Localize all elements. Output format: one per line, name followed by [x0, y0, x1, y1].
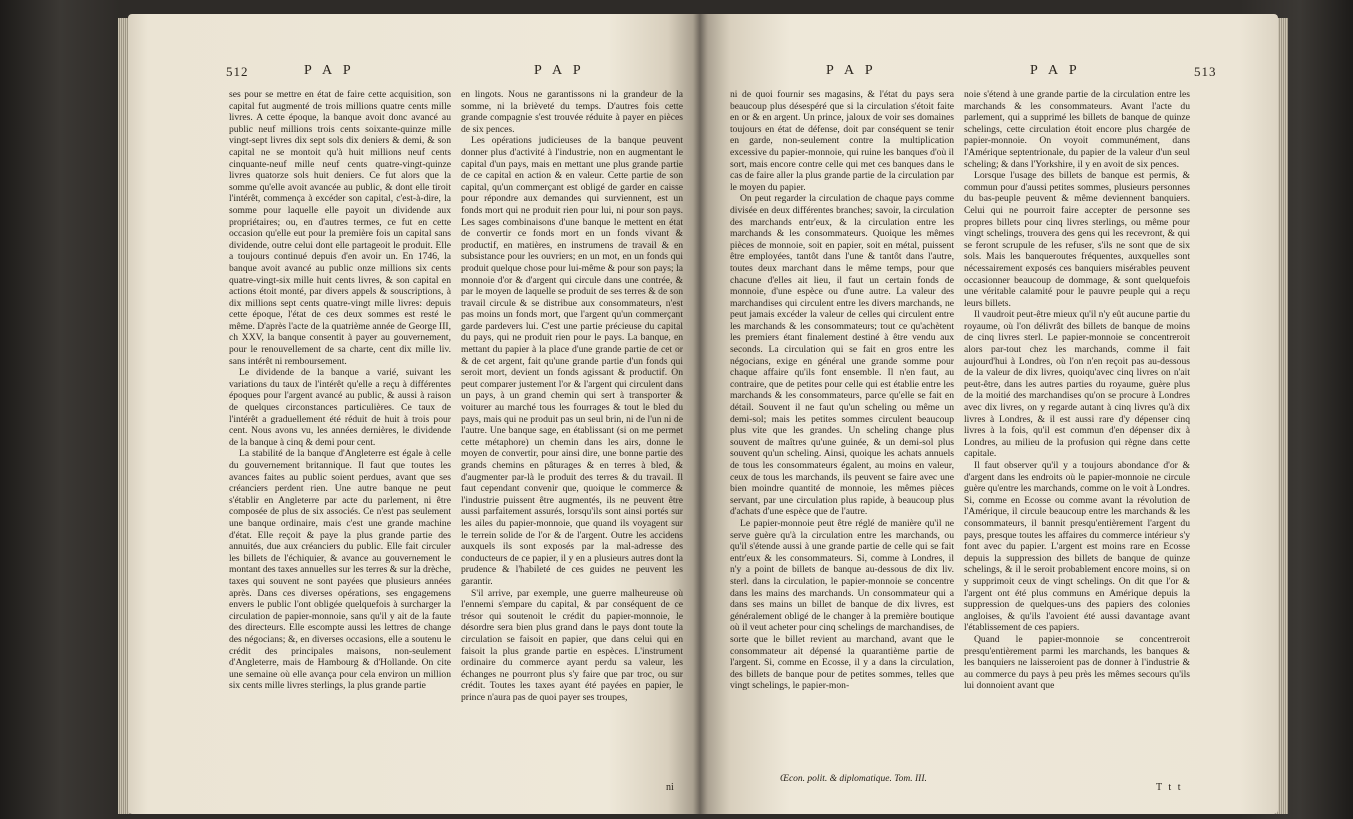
- right-page-column-1: [730, 89, 954, 769]
- paragraph: Il faut observer qu'il y a toujours abondance d'or & d'argent dans les endroits où le papier-monnoie ne circule guère qu'entre les marchands, comme on le voit à Londres. Si, comme en Ecosse ou comme avant la révolution de l'Amérique, il circule beaucoup entre les marchands & les consommateurs, il bannit presqu'entièrement l'argent du pays, presque toutes les affaires du commerce intérieur s'y font avec du papier. L'argent est moins rare en Ecosse depuis la suppression des billets de banque de quinze schelings, & il le seroit probablement encore moins, si on y supprimoit ceux de vingt schelings. On dit que l'or & l'argent ont été plus communs en Amérique depuis la suppression de quelques-uns des papiers des colonies angloises, & qu'ils l'avoient été aussi davantage avant l'établissement de ces papiers.: [964, 460, 1190, 634]
- paragraph: Le papier-monnoie peut être réglé de manière qu'il ne serve guère qu'à la circulation entre les marchands, ou qu'il s'étende aussi à une grande partie de celle qui se fait entr'eux & les consommateurs. Si, comme à Londres, il n'y a point de billets de banque au-dessous de dix liv. sterl. dans la circulation, le papier-monnoie se concentre dans les mains des marchands. Un consommateur qui a dans ses mains un billet de banque de dix livres, est généralement obligé de le changer à la première boutique où il veut acheter pour cinq schelings de marchandises, de sorte que le billet revient au marchand, avant que le consommateur ait dépensé la quarantième partie de l'argent. Si, comme en Ecosse, il y a dans la circulation, des billets de banque pour de petites sommes, telles que vingt schelings, le papier-mon-: [730, 517, 954, 692]
- paragraph: ses pour se mettre en état de faire cette acquisition, son capital fut augmenté de trois millions quatre cents mille livres. A cette époque, la banque avoit donc avancé au public neuf millions trois cents soixante-quinze mille vingt-sept livres dix sept sols dix deniers & demi, & son capital ne se montoit qu'à huit millions neuf cents cinquante-neuf mille neuf cents quatre-vingt-quinze livres quatorze sols huit deniers. Ce fut alors que la somme qu'elle avoit avancée au public, & dont elle tiroit l'intérêt, commença à excéder son capital, c'est-à-dire, la somme pour laquelle elle payoit un dividende aux propriétaires; ou, en d'autres termes, ce fut en cette occasion qu'elle eut pour la première fois un capital sans dividende, outre celui dont elle partageoit le produit. Elle a toujours continué depuis d'en avoir un. En 1746, la banque avoit avancé au public onze millions six cents quatre-vingt-six mille huit cents livres, & son capital en actions étoit monté, par divers appels & souscriptions, à dix millions sept cents quatre-vingt mille livres: depuis cette époque, l'état de ces deux sommes est resté le même. D'après l'acte de la quatrième année de George III, ch XXV, la banque consentit à payer au gouvernement, pour le renouvellement de sa charte, cent dix mille liv. sans intérêt ni remboursement.: [229, 89, 451, 367]
- paragraph: Quand le papier-monnoie se concentreroit presqu'entièrement parmi les marchands, les banques & les banquiers ne laisseroient pas de donner à l'industrie & au commerce du pays à peu près les mêmes secours qu'ils lui donnoient avant que: [964, 633, 1190, 692]
- right-page-column-2: [964, 89, 1190, 779]
- paragraph: On peut regarder la circulation de chaque pays comme divisée en deux différentes branches; savoir, la circulation des marchands entr'eux, & la circulation entre les marchands & les consommateurs. Quoique les mêmes pièces de monnoie, soit en papier, soit en métal, puissent être employées, tantôt dans l'une & tantôt dans l'autre, toutes deux marchant dans le même temps, pour que chacune d'elles ait lieu, il faut un certain fonds de monnoie, d'une espèce ou d'une autre. La valeur des marchandises qui circulent entre les divers marchands, ne peut jamais excéder la valeur de celles qui circulent entre les marchands & les consommateurs; tout ce qu'achètent les premiers étant finalement destiné à être vendu aux seconds. La circulation qui se fait en gros entre les négocians, exige en général une grande somme pour chaque affaire qu'ils font ensemble. Il n'en faut, au contraire, que de petites pour celle qui est établie entre les marchands & les consommateurs, parce qu'elle se fait en détail. Souvent il ne faut qu'un scheling ou même un demi-sol; mais les petites sommes circulent beaucoup plus vite que les grandes. Un scheling change plus souvent de maîtres qu'une guinée, & un demi-sol plus souvent qu'un scheling. Ainsi, quoique les achats annuels de tous les consommateurs égalent, au moins en valeur, ceux de tous les marchands, ils peuvent se faire avec une bien moindre quantité de monnoie, les mêmes pièces servant, par une circulation plus rapide, à beaucoup plus d'achats d'une espèce que de l'autre.: [730, 193, 954, 518]
- running-head-right-b: P A P: [1030, 63, 1081, 78]
- page-number-left: 512: [226, 64, 249, 79]
- footnote: Œcon. polit. & diplomatique. Tom. III.: [780, 774, 927, 784]
- paragraph: Il vaudroit peut-être mieux qu'il n'y eût aucune partie du royaume, où l'on délivrât des billets de banque de moins de cinq livres sterl. Le papier-monnoie se concentreroit alors par-tout chez les marchands, comme il fait aujourd'hui à Londres, où l'on n'en reçoit pas au-dessous de la valeur de dix livres, quoiqu'avec cinq livres on n'ait peut-être, dans les autres parties du royaume, guère plus de la moitié des marchandises qu'on se procure à Londres avec dix livres, on y regarde autant à cinq livres qu'à dix livres à Londres, & il est aussi rare d'y dépenser cinq livres à la fois, qu'il est commun d'en dépenser dix à Londres, au milieu de la profusion qui règne dans cette capitale.: [964, 309, 1190, 460]
- paragraph: Lorsque l'usage des billets de banque est permis, & commun pour d'aussi petites sommes, plusieurs personnes du bas-peuple peuvent & même deviennent banquiers. Celui qui ne pourroit faire accepter de personne ses propres billets pour cinq livres sterlings, ou même pour vingt schelings, trouvera des gens qui les recevront, & qui se feront scrupule de les refuser, s'ils ne sont que de six sols. Mais les banqueroutes fréquentes, auxquelles sont nécessairement exposés ces banquiers misérables peuvent occasionner beaucoup de dommage, & sont quelquefois une véritable calamité pour le pauvre peuple qui a reçu leurs billets.: [964, 170, 1190, 309]
- left-page-column-1: [229, 89, 451, 779]
- left-page-column-2: [461, 89, 683, 779]
- left-page: [128, 14, 700, 814]
- signature-mark: T t t: [1156, 782, 1183, 793]
- right-page: [700, 14, 1278, 814]
- paragraph: La stabilité de la banque d'Angleterre est égale à celle du gouvernement britannique. Il faut que toutes les avances faites au public soient perdues, avant que ses créanciers perdent rien. Une autre banque ne peut s'établir en Angleterre par acte du parlement, ni être composée de plus de six associés. Ce n'est pas seulement une banque ordinaire, mais c'est une grande machine d'état. Elle reçoit & paye la plus grande partie des annuités, due aux créanciers du public. Elle fait circuler les billets de l'échiquier, & avance au gouvernement le montant des taxes annuelles sur les terres & sur la drèche, taxes qui souvent ne sont payées que plusieurs années après. Dans ces diverses opérations, ses engagemens envers le public l'ont obligée quelquefois à surcharger la circulation de papier-monnoie, sans qu'il y ait de la faute des directeurs. Elle escompte aussi les lettres de change des négocians; &, en diverses occasions, elle a soutenu le crédit des principales maisons, non-seulement d'Angleterre, mais de Hambourg & d'Hollande. On cite une semaine où elle avança pour cela environ un million six cents mille livres sterlings, la plus grande partie: [229, 448, 451, 692]
- running-head-right-a: P A P: [826, 63, 877, 78]
- paragraph: noie s'étend à une grande partie de la circulation entre les marchands & les consommateurs. Avant l'acte du parlement, qui a supprimé les billets de banque de quinze schelings, cette circulation étoit encore plus chargée de papier-monnoie. On voyoit communément, dans l'Amérique septentrionale, du papier de la valeur d'un seul scheling; & dans l'Yorkshire, il y en avoit de six pences.: [964, 89, 1190, 170]
- page-number-right: 513: [1194, 64, 1217, 79]
- right-page-header: [700, 64, 1278, 86]
- catchword: ni: [666, 782, 674, 793]
- paragraph: S'il arrive, par exemple, une guerre malheureuse où l'ennemi s'empare du capital, & par conséquent de ce trésor qui soutenoit le crédit du papier-monnoie, le désordre sera bien plus grand dans le pays dont toute la circulation se faisoit en papier, que dans celui qui en faisoit la plus grande partie en espèces. L'instrument ordinaire du commerce ayant perdu sa valeur, les échanges ne pourront plus s'y faire que par troc, ou sur crédit. Toutes les taxes ayant été payées en papier, le prince n'aura pas de quoi payer ses troupes,: [461, 587, 683, 703]
- paragraph: Le dividende de la banque a varié, suivant les variations du taux de l'intérêt qu'elle a reçu à différentes époques pour l'argent avancé au public, & aussi à raison de quelques circonstances particulières. Ce taux de l'intérêt a graduellement été réduit de huit à trois pour cent. Nous avons vu, les années dernières, le dividende de la banque à cinq & demi pour cent.: [229, 367, 451, 448]
- running-head-left-b: P A P: [534, 63, 585, 78]
- paragraph: en lingots. Nous ne garantissons ni la grandeur de la somme, ni la brièveté du temps. D'autres fois cette grande compagnie s'est trouvée réduite à payer en pièces de six pences.: [461, 89, 683, 135]
- left-page-header: [128, 64, 700, 86]
- paragraph: Les opérations judicieuses de la banque peuvent donner plus d'activité à l'industrie, non en augmentant le capital d'un pays, mais en mettant une plus grande partie de ce capital en action & en valeur. Cette partie de son capital, qu'un commerçant est obligé de garder en caisse pour répondre aux demandes qui surviennent, est un fonds mort qui ne produit rien pour lui, ni pour son pays. Les sages combinaisons d'une banque le mettent en état de convertir ce fonds mort en un fonds vivant & productif, en matières, en instrumens de travail & en subsistance pour les ouvriers; en un mot, en un fonds qui produit quelque chose pour lui-même & pour son pays; la monnoie d'or & d'argent qui circule dans une contrée, & par le moyen de laquelle se produit de ses terres & de son travail circule & se distribue aux consommateurs, n'est pas moins un fonds mort, que l'argent qu'un commerçant garde pardevers lui. C'est une partie précieuse du capital du pays, qui ne produit rien pour le pays. La banque, en mettant du papier à la place d'une grande partie de cet or & de cet argent, fait qu'une grande partie d'un fonds qui seroit mort, devient un fonds agissant & productif. On peut comparer justement l'or & l'argent qui circulent dans un pays, à un grand chemin qui sert à transporter & voiturer au marché tous les fourrages & tout le bled du pays, mais qui ne produit pas un seul brin, ni de l'un ni de l'autre. Une banque sage, en établissant (si on me permet cette métaphore) un chemin dans les airs, donne le moyen de convertir, pour ainsi dire, une bonne partie des grands chemins en pâturages & en terres à bled, & d'augmenter par-là le produit des terres & du travail. Il faut cependant convenir que, quoique le commerce & l'industrie puissent être augmentés, ils ne peuvent être aussi parfaitement assurés, lorsqu'ils sont ainsi portés sur les ailes du papier-monnoie, que quand ils voyagent sur le terrein solide de l'or & de l'argent. Outre les accidens auxquels ils sont exposés par la mal-adresse des conducteurs de ce papier, il y en a plusieurs autres dont la prudence & l'habileté de ces guides ne peuvent les garantir.: [461, 135, 683, 587]
- paragraph: ni de quoi fournir ses magasins, & l'état du pays sera beaucoup plus désespéré que si la circulation s'étoit faite en or & en argent. Un prince, jaloux de voir ses domaines toujours en état de défense, doit par conséquent se tenir en garde, non-seulement contre la multiplication excessive du papier-monnoie, qui ruine les banques d'où il sort, mais encore contre celle qui met ces banques dans le cas de faire aller la plus grande partie de la circulation par le moyen du papier.: [730, 89, 954, 193]
- running-head-left-a: P A P: [304, 63, 355, 78]
